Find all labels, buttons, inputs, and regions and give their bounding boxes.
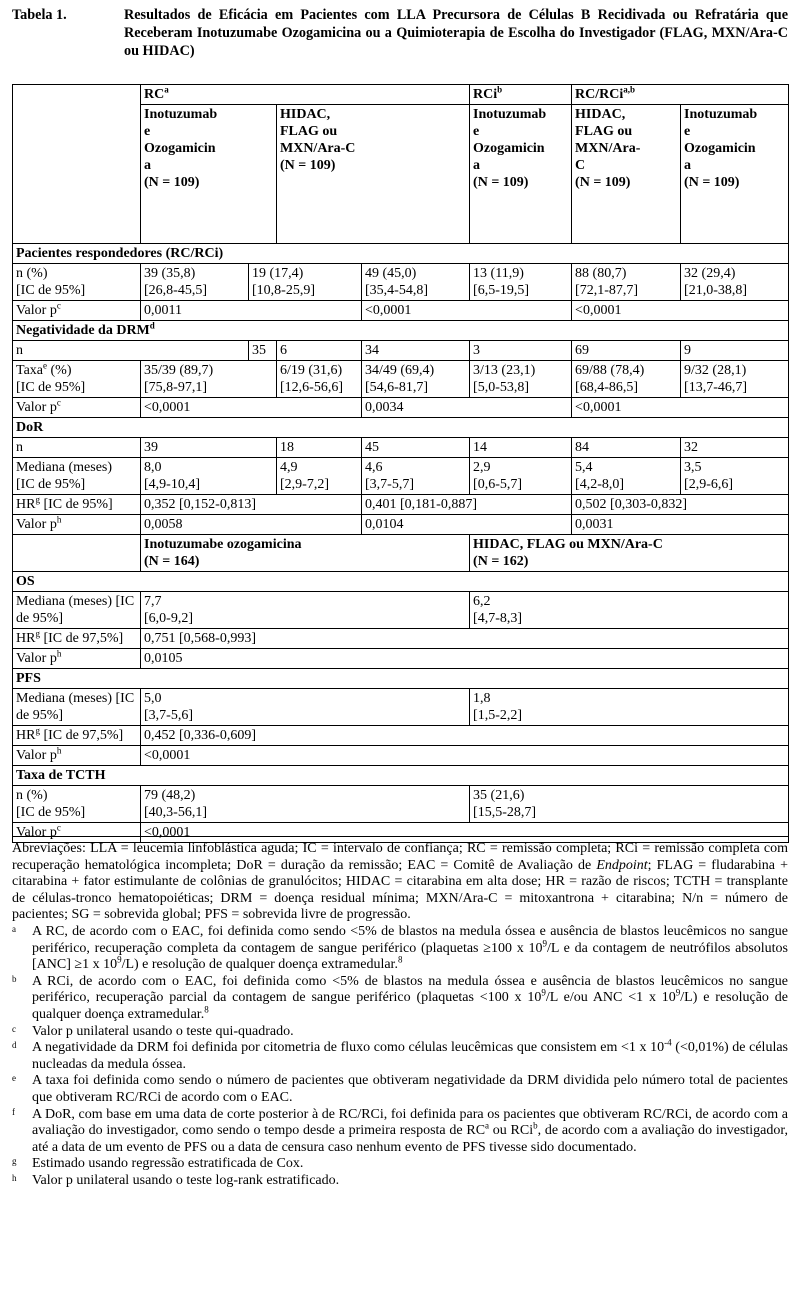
- cell-hidac-rc: 19 (17,4) [10,8-25,9]: [249, 264, 362, 301]
- table-row: [13, 515, 789, 535]
- row-label: Mediana (meses) [IC de 95%]: [13, 689, 141, 726]
- row-label: Valor $p^c$: [13, 301, 141, 321]
- footnote-d: [12, 1037, 788, 1073]
- section-dor: [13, 418, 789, 438]
- cell: <0,0001: [141, 746, 789, 766]
- table-row: [13, 398, 789, 418]
- row-label: n (%) [IC de 95%]: [13, 786, 141, 823]
- cell: 1,8 [1,5-2,2]: [470, 689, 789, 726]
- table-row: [13, 689, 789, 726]
- table-row: [13, 495, 789, 515]
- section-title: OS: [13, 572, 789, 592]
- arm-hidac-rc: HIDAC, FLAG ou MXN/Ara-C (N = 109): [277, 105, 470, 244]
- table-row: [13, 592, 789, 629]
- cell: 45: [362, 438, 470, 458]
- section-os: [13, 572, 789, 592]
- row-label: $HR^g$ [IC de 97,5%]: [13, 726, 141, 746]
- cell: <0,0001: [141, 823, 789, 843]
- footnote-superscript: 9: [541, 987, 546, 998]
- footnote-f: [12, 1107, 788, 1157]
- footnote-superscript: a: [485, 1120, 490, 1131]
- header-blank-cell: [13, 535, 141, 572]
- arm-ino-rci: Inotuzumab e Ozogamicin a (N = 109): [470, 105, 572, 244]
- section-responders: [13, 244, 789, 264]
- cell: 0,0058: [141, 515, 362, 535]
- footnote-text: ou RCi: [489, 1123, 534, 1139]
- cell: 0,401 [0,181-0,887]: [362, 495, 572, 515]
- footnote-marker: a: [12, 923, 16, 934]
- footnote-marker: b: [12, 973, 17, 984]
- row-label: $HR^g$ [IC de 97,5%]: [13, 629, 141, 649]
- cell: 35: [249, 341, 277, 361]
- footnote-text: /L e/ou ANC <1 x 10: [545, 990, 676, 1006]
- table-row: [13, 629, 789, 649]
- footnote-g: [12, 1156, 788, 1173]
- p-rcrci: <0,0001: [572, 301, 789, 321]
- footnote-text: A DoR, com base em uma data de corte posterior à de RC/RCi, foi definida para os pacientes que obtiveram RC/RCi, de acordo com a avaliação do investigador, como sendo o tempo desde a primeira resposta de RC: [32, 1106, 788, 1139]
- cell: 69: [572, 341, 681, 361]
- cell: 32: [681, 438, 789, 458]
- cell-ino-rc: 39 (35,8) [26,8-45,5]: [141, 264, 249, 301]
- footnote-superscript: 9: [117, 954, 122, 965]
- table-caption: [12, 6, 788, 60]
- table-row: [13, 301, 789, 321]
- cell: 0,502 [0,303-0,832]: [572, 495, 789, 515]
- footnote-text: A negatividade da DRM foi definida por citometria de fluxo como células leucêmicas que consistem em <1 x 10: [32, 1040, 665, 1056]
- cell: 34: [362, 341, 470, 361]
- row-label: Mediana (meses) [IC de 95%]: [13, 592, 141, 629]
- footnote-superscript: 9: [542, 937, 547, 948]
- cell: 0,452 [0,336-0,609]: [141, 726, 789, 746]
- cell: 39: [141, 438, 277, 458]
- footnote-text: Valor p unilateral usando o teste log-rank estratificado.: [32, 1172, 340, 1188]
- cell: 6: [277, 341, 362, 361]
- cell: 4,9 [2,9-7,2]: [277, 458, 362, 495]
- cell: 9: [681, 341, 789, 361]
- footnote-marker: g: [12, 1156, 17, 1167]
- cell: 79 (48,2) [40,3-56,1]: [141, 786, 470, 823]
- cell: 69/88 (78,4) [68,4-86,5]: [572, 361, 681, 398]
- footnote-superscript: 8: [204, 1004, 209, 1015]
- footnote-marker: d: [12, 1040, 17, 1051]
- cell: 6/19 (31,6) [12,6-56,6]: [277, 361, 362, 398]
- footnote-text: A taxa foi definida como sendo o número de pacientes que obtiveram negatividade da DRM dividida pelo número total de pacientes que obtiveram RC/RCi de acordo com o EAC.: [32, 1073, 788, 1105]
- table-notes: [12, 836, 788, 1189]
- cell: 0,352 [0,152-0,813]: [141, 495, 362, 515]
- footnote-text: /L e da contagem de neutrófilos absolutos [ANC] ≥1 x 10: [32, 940, 788, 973]
- cell: 3,5 [2,9-6,6]: [681, 458, 789, 495]
- row-label: Mediana (meses) [IC de 95%]: [13, 458, 141, 495]
- footnote-text: A RCi, de acordo com o EAC, foi definida como <5% de blastos na medula óssea e ausência de blastos leucêmicos no sangue periférico, recuperação parcial da contagem de sangue periférico (plaquetas <100 x 10: [32, 973, 788, 1006]
- cell-ino-rci: 49 (45,0) [35,4-54,8]: [362, 264, 470, 301]
- p-rci: <0,0001: [362, 301, 572, 321]
- footnote-text: , de acordo com a avaliação do investigador, até a data de um evento de PFS ou a data de censura caso nenhum evento de PFS tivesse sido documentado.: [32, 1123, 788, 1155]
- footnote-superscript: b: [533, 1120, 538, 1131]
- section-title: DoR: [13, 418, 789, 438]
- cell: 4,6 [3,7-5,7]: [362, 458, 470, 495]
- cell: 5,0 [3,7-5,6]: [141, 689, 470, 726]
- footnote-text: /L) e resolução de qualquer doença extramedular.: [121, 957, 398, 973]
- cell: 18: [277, 438, 362, 458]
- row-label: $HR^g$ [IC de 95%]: [13, 495, 141, 515]
- row-label: Valor $p^h$: [13, 746, 141, 766]
- section-title: PFS: [13, 669, 789, 689]
- efficacy-table: [12, 84, 789, 843]
- row-label: Taxa$^e$ (%) [IC de 95%]: [13, 361, 141, 398]
- table-row: [13, 264, 789, 301]
- section-mrd: [13, 321, 789, 341]
- footnote-superscript: -4: [664, 1037, 672, 1048]
- group-header-row: [13, 85, 789, 105]
- section-tcth: [13, 766, 789, 786]
- arm-hidac-rci: HIDAC, FLAG ou MXN/Ara- C (N = 109): [572, 105, 681, 244]
- arm-ino-rcrci: Inotuzumab e Ozogamicin a (N = 109): [681, 105, 789, 244]
- table-row: [13, 341, 789, 361]
- arm-ino-rc: Inotuzumab e Ozogamicin a (N = 109): [141, 105, 277, 244]
- group-rci: RCi$^b$: [470, 85, 572, 105]
- table-row: [13, 726, 789, 746]
- row-label: n: [13, 438, 141, 458]
- cell: 84: [572, 438, 681, 458]
- table-row: [13, 458, 789, 495]
- footnote-b: [12, 974, 788, 1024]
- group-rc: $RC^a$: [141, 85, 470, 105]
- arm-hidac-2: HIDAC, FLAG ou MXN/Ara-C (N = 162): [470, 535, 789, 572]
- cell: 14: [470, 438, 572, 458]
- row-label: Valor $p^c$: [13, 823, 141, 843]
- abbreviations: Abreviações: LLA = leucemia linfoblástica aguda; IC = intervalo de confiança; RC = remissão completa; RCi = remissão completa com recuperação hematológica incompleta; DoR = duração da remissão; EAC = Comitê de Avaliação de Endpoint; FLAG = fludarabina + citarabina + fator estimulante de colônias de granulócitos; HIDAC = citarabina em alta dose; HR = razão de riscos; TCTH = transplante de células-tronco hematopoiéticas; DRM = doença residual mínima; MXN/Ara-C = mitoxantrona + citarabina; N/n = número de pacientes; SG = sobrevida global; PFS = sobrevida livre de progressão.: [12, 841, 789, 923]
- cell: 7,7 [6,0-9,2]: [141, 592, 470, 629]
- cell: 35 (21,6) [15,5-28,7]: [470, 786, 789, 823]
- footnote-marker: h: [12, 1172, 17, 1183]
- cell: 2,9 [0,6-5,7]: [470, 458, 572, 495]
- cell: 3: [470, 341, 572, 361]
- table-label: Tabela 1.: [12, 7, 67, 23]
- row-label: n (%) [IC de 95%]: [13, 264, 141, 301]
- cell: 8,0 [4,9-10,4]: [141, 458, 277, 495]
- arm-ino-2: Inotuzumabe ozogamicina (N = 164): [141, 535, 470, 572]
- section-title: Pacientes respondedores (RC/RCi): [13, 244, 789, 264]
- footnote-marker: c: [12, 1023, 16, 1034]
- cell-hidac-rci: 13 (11,9) [6,5-19,5]: [470, 264, 572, 301]
- section-title: Taxa de TCTH: [13, 766, 789, 786]
- row-label: Valor $p^c$: [13, 398, 141, 418]
- footnote-text: (<0,01%) de células nucleadas da medula óssea.: [32, 1040, 788, 1072]
- cell-ino-rcrci: 88 (80,7) [72,1-87,7]: [572, 264, 681, 301]
- footnote-h: [12, 1173, 788, 1190]
- table-row: [13, 649, 789, 669]
- section-title: Negatividade da DRM$^d$: [13, 321, 789, 341]
- table-row: [13, 786, 789, 823]
- cell: <0,0001: [572, 398, 789, 418]
- cell: 34/49 (69,4) [54,6-81,7]: [362, 361, 470, 398]
- footnote-list: [12, 924, 788, 1190]
- row-label: n: [13, 341, 249, 361]
- footnote-text: Valor p unilateral usando o teste qui-quadrado.: [32, 1023, 294, 1039]
- cell: 5,4 [4,2-8,0]: [572, 458, 681, 495]
- cell: 0,0034: [362, 398, 572, 418]
- p-rc: 0,0011: [141, 301, 362, 321]
- footnote-text: A RC, de acordo com o EAC, foi definida como sendo <5% de blastos na medula óssea e ausência de blastos leucêmicos no sangue periférico, recuperação completa da contagem de sangue periférico (plaquetas ≥100 x 10: [32, 923, 788, 956]
- section-pfs: [13, 669, 789, 689]
- group-rc-rci: RC/RCi$^{a,b}$: [572, 85, 789, 105]
- notes-divider: [12, 836, 788, 837]
- table-row: [13, 746, 789, 766]
- footnote-marker: e: [12, 1073, 16, 1084]
- footnote-marker: f: [12, 1106, 15, 1117]
- cell: 9/32 (28,1) [13,7-46,7]: [681, 361, 789, 398]
- cell: <0,0001: [141, 398, 362, 418]
- row-label: Valor $p^h$: [13, 515, 141, 535]
- cell: 0,751 [0,568-0,993]: [141, 629, 789, 649]
- arm-header-row-2: [13, 535, 789, 572]
- footnote-text: /L) e resolução de qualquer doença extramedular.: [32, 990, 788, 1022]
- footnote-e: [12, 1073, 788, 1106]
- cell: 0,0031: [572, 515, 789, 535]
- table-row: [13, 361, 789, 398]
- header-blank-cell: [13, 85, 141, 244]
- footnote-text: Estimado usando regressão estratificada de Cox.: [32, 1156, 304, 1172]
- cell: 35/39 (89,7) [75,8-97,1]: [141, 361, 277, 398]
- table-row: [13, 438, 789, 458]
- cell: 3/13 (23,1) [5,0-53,8]: [470, 361, 572, 398]
- footnote-superscript: 8: [397, 954, 403, 965]
- row-label: Valor $p^h$: [13, 649, 141, 669]
- footnote-a: [12, 924, 788, 974]
- table-title: Resultados de Eficácia em Pacientes com LLA Precursora de Células B Recidivada ou Refratária que Receberam Inotuzumabe Ozogamicina ou a Quimioterapia de Escolha do Investigador (FLAG, MXN/Ara-C ou HIDAC): [124, 7, 788, 59]
- cell: 0,0105: [141, 649, 789, 669]
- footnote-superscript: 9: [675, 987, 681, 998]
- cell: 6,2 [4,7-8,3]: [470, 592, 789, 629]
- cell-hidac-rcrci: 32 (29,4) [21,0-38,8]: [681, 264, 789, 301]
- cell: 0,0104: [362, 515, 572, 535]
